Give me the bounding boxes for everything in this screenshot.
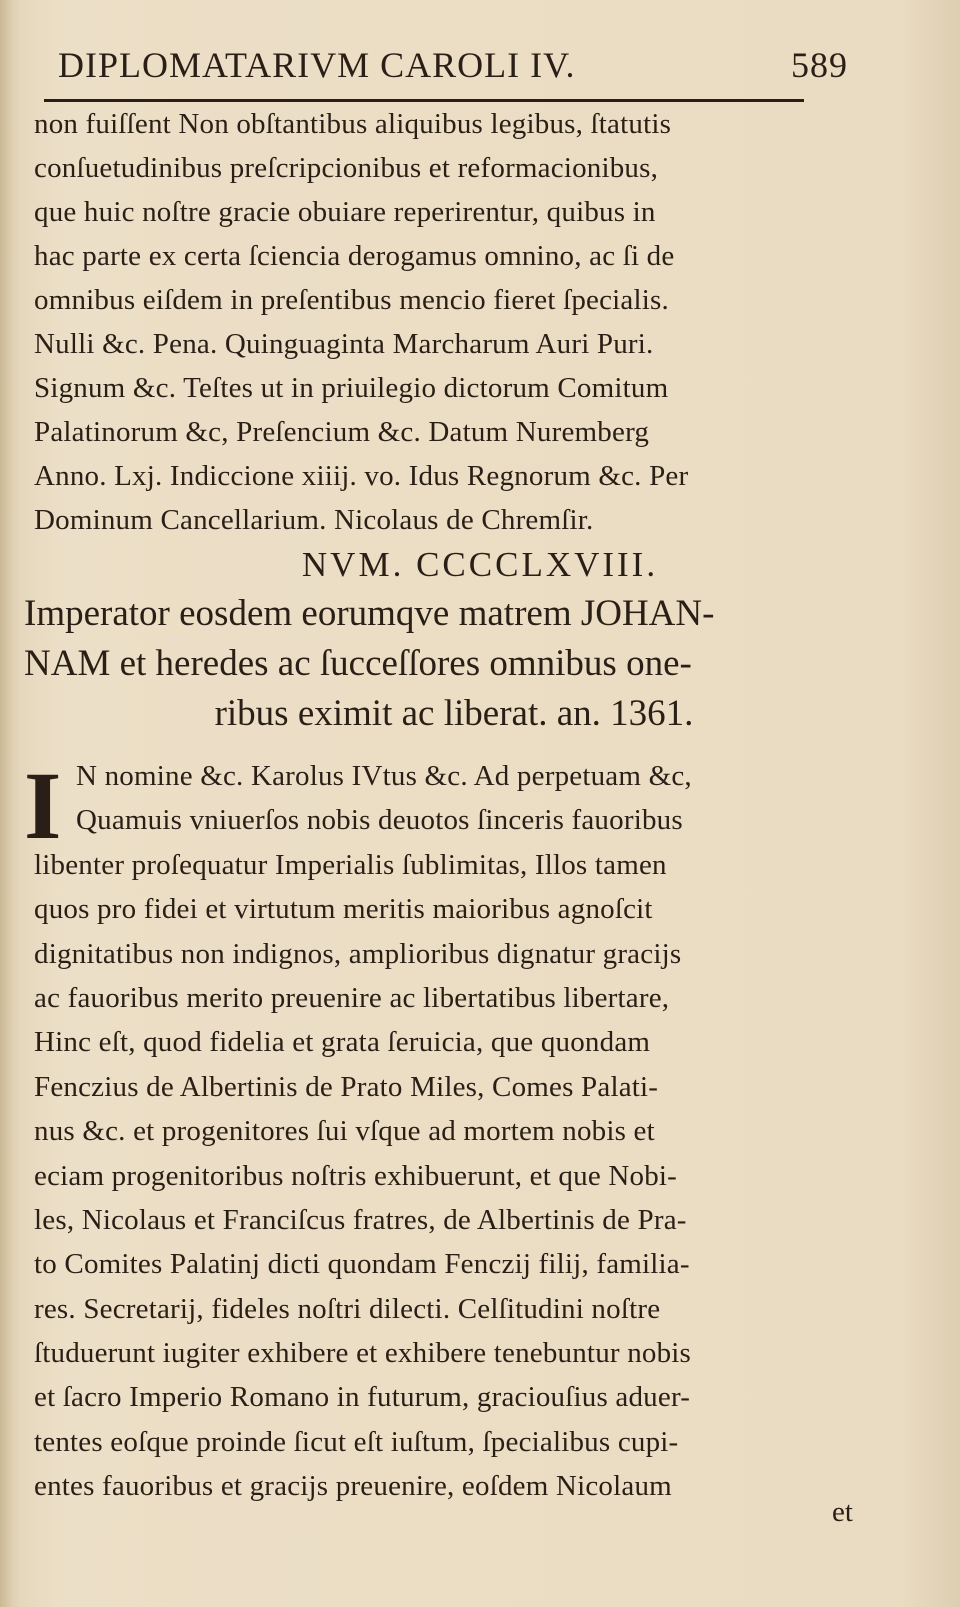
text-line: que huic noſtre gracie obuiare reperirentur, quibus in: [34, 196, 656, 228]
text-line: to Comites Palatinj dicti quondam Fenczij filij, familia-: [34, 1248, 690, 1281]
summary-line: NAM et heredes ac ſucceſſores omnibus one-: [24, 643, 692, 684]
page-number: 589: [791, 45, 848, 85]
paragraph-continued: [34, 108, 884, 548]
text-line: libenter proſequatur Imperialis ſublimitas, Illos tamen: [34, 848, 667, 881]
text-line: N nomine &c. Karolus IVtus &c. Ad perpetuam &c,: [76, 760, 692, 792]
header-rule: [44, 99, 804, 102]
text-line: Nulli &c. Pena. Quinguaginta Marcharum Auri Puri.: [34, 328, 654, 360]
text-line: Dominum Cancellarium. Nicolaus de Chremſir.: [34, 504, 594, 536]
text-line: res. Secretarij, fideles noſtri dilecti. Celſitudini noſtre: [34, 1292, 661, 1325]
text-line: Fenczius de Albertinis de Prato Miles, Comes Palati-: [34, 1070, 659, 1103]
document-number-heading: NVM. CCCCLXVIII.: [301, 545, 659, 584]
document-summary: [24, 592, 844, 742]
text-line: Anno. Lxj. Indiccione xiiij. vo. Idus Regnorum &c. Per: [34, 460, 689, 492]
text-line: tentes eoſque proinde ſicut eſt iuſtum, ſpecialibus cupi-: [34, 1425, 679, 1458]
text-line: Signum &c. Teſtes ut in priuilegio dictorum Comitum: [34, 372, 669, 404]
summary-line: Imperator eosdem eorumqve matrem JOHAN-: [24, 593, 715, 634]
drop-cap: I: [24, 752, 62, 859]
running-title: DIPLOMATARIVM CAROLI IV.: [58, 45, 576, 85]
text-line: non fuiſſent Non obſtantibus aliquibus legibus, ſtatutis: [34, 108, 672, 140]
page-binding-edge: [0, 0, 14, 1607]
charter-text: [34, 760, 884, 1515]
text-line: ac fauoribus merito preuenire ac libertatibus libertare,: [34, 981, 670, 1014]
text-line: omnibus eiſdem in preſentibus mencio fieret ſpecialis.: [34, 284, 669, 316]
text-line: Hinc eſt, quod fidelia et grata ſeruicia, que quondam: [34, 1026, 651, 1059]
text-line: Palatinorum &c, Preſencium &c. Datum Nuremberg: [34, 416, 650, 448]
text-line: les, Nicolaus et Franciſcus fratres, de Albertinis de Pra-: [34, 1203, 687, 1236]
text-line: entes fauoribus et gracijs preuenire, eoſdem Nicolaum: [34, 1470, 672, 1503]
text-line: et ſacro Imperio Romano in futurum, graciouſius aduer-: [34, 1381, 691, 1414]
summary-line: ribus eximit ac liberat. an. 1361.: [214, 693, 694, 734]
text-line: nus &c. et progenitores ſui vſque ad mortem nobis et: [34, 1115, 655, 1148]
text-line: dignitatibus non indignos, amplioribus dignatur gracijs: [34, 937, 682, 970]
catchword: et: [832, 1496, 853, 1528]
text-line: eciam progenitoribus noſtris exhibuerunt, et que Nobi-: [34, 1159, 678, 1192]
running-header: [58, 44, 848, 94]
text-line: Quamuis vniuerſos nobis deuotos ſinceris fauoribus: [76, 804, 683, 837]
text-line: ſtuduerunt iugiter exhibere et exhibere tenebuntur nobis: [34, 1337, 692, 1370]
text-line: quos pro fidei et virtutum meritis maioribus agnoſcit: [34, 893, 653, 926]
text-line: hac parte ex certa ſciencia derogamus omnino, ac ſi de: [34, 240, 675, 272]
text-line: conſuetudinibus preſcripcionibus et reformacionibus,: [34, 152, 659, 184]
